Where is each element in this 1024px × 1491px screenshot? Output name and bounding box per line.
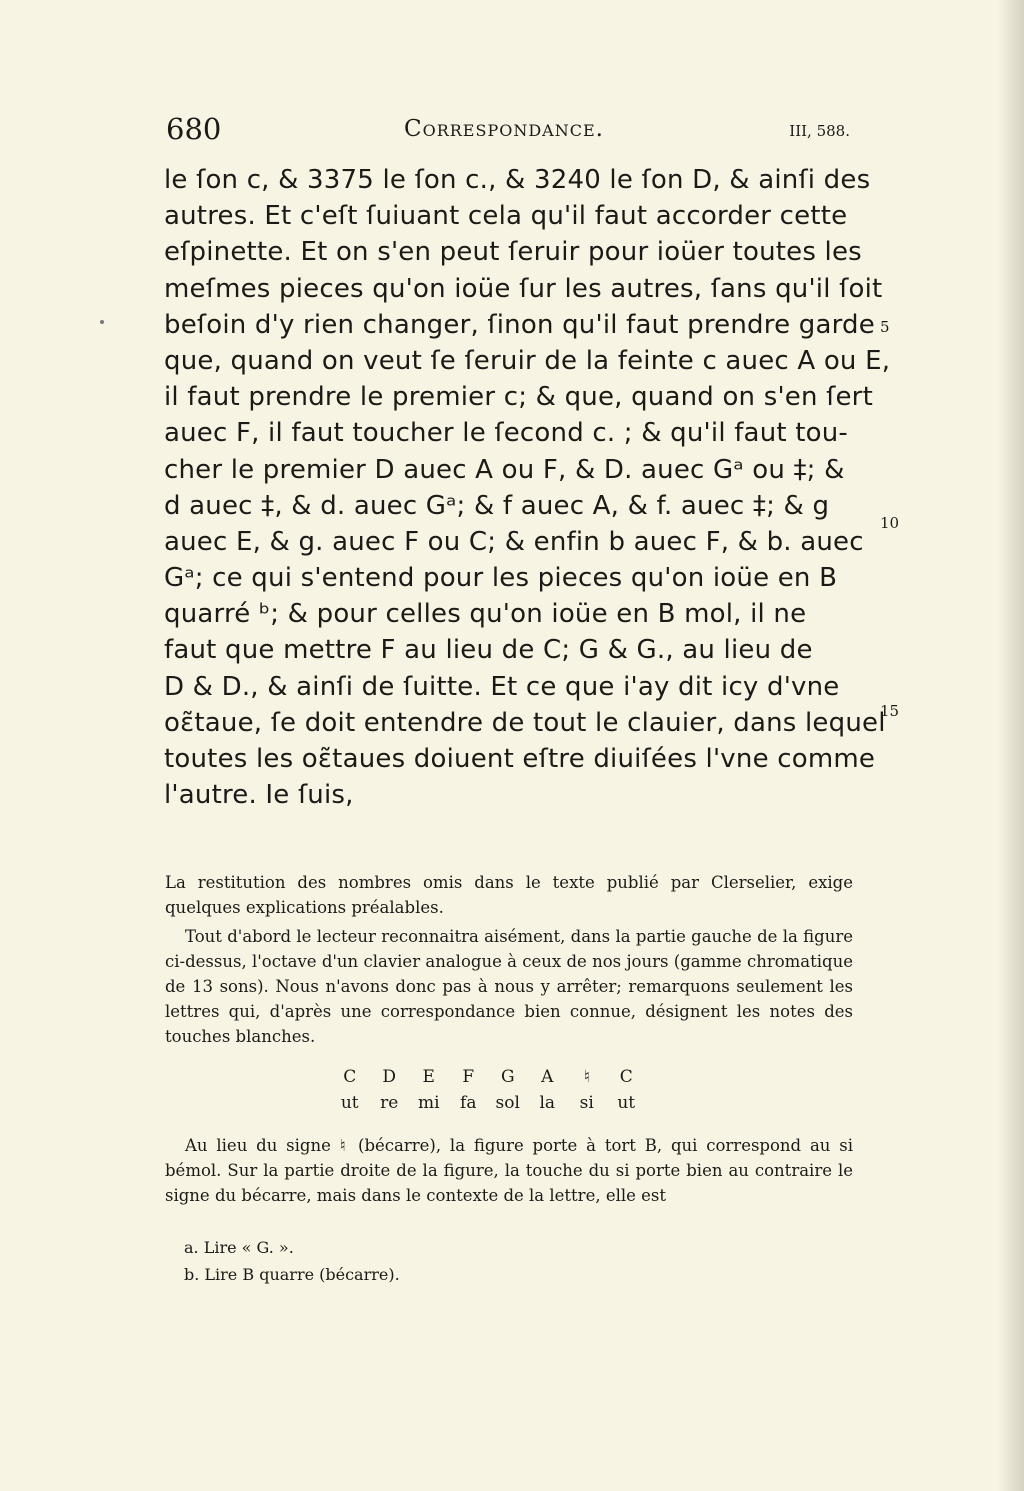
text-line: l'autre. Ie ſuis,	[164, 780, 354, 811]
line-number-15: 15	[880, 702, 900, 720]
scale-name: sol	[495, 1093, 520, 1113]
scale-letters-row	[330, 1064, 680, 1090]
scan-speck	[100, 320, 104, 324]
text-line: cher le premier D auec A ou F, & D. auec Gᵃ ou ‡; &	[164, 454, 845, 485]
scale-name: re	[380, 1093, 399, 1113]
footnotes	[184, 1234, 400, 1288]
text-line: auec E, & g. auec F ou C; & enfin b auec F, & b. auec	[164, 526, 864, 557]
scale-letter: E	[422, 1067, 435, 1087]
page-number: 680	[166, 112, 222, 146]
line-number-5: 5	[880, 318, 890, 336]
running-title: Correspondance.	[404, 116, 604, 142]
text-line: meſmes pieces qu'on ioüe ſur les autres, ſans qu'il ſoit	[164, 273, 883, 304]
note-paragraph: Au lieu du signe ♮ (bécarre), la figure porte à tort B, qui correspond au si bémol. Sur la partie droite de la figure, la touche du si porte bien au contraire le signe du bécarre, mais dans le contexte de la lettre, elle est	[165, 1136, 853, 1205]
text-line: que, quand on veut ſe ſeruir de la feinte c auec A ou E,	[164, 345, 891, 376]
text-line: le ſon c, & 3375 le ſon c., & 3240 le ſon D, & ainſi des	[164, 165, 871, 195]
text-line: auec F, il faut toucher le ſecond c. ; & qu'il faut tou-	[164, 418, 848, 449]
editorial-notes	[165, 870, 853, 1053]
footnote-b: b. Lire B quarre (bécarre).	[184, 1265, 400, 1284]
text-line: quarré ᵇ; & pour celles qu'on ioüe en B mol, il ne	[164, 599, 807, 630]
text-line: toutes les oɛ̃taues doiuent eſtre diuiſées l'vne comme	[164, 744, 876, 774]
text-line: Gᵃ; ce qui s'entend pour les pieces qu'on ioüe en B	[164, 563, 838, 594]
note-paragraph: La restitution des nombres omis dans le texte publié par Clerselier, exige quelques explications préalables.	[165, 873, 853, 917]
text-line: d auec ‡, & d. auec Gᵃ; & f auec A, & f. auec ‡; & g	[164, 490, 830, 521]
text-line: il faut prendre le premier c; & que, quand on s'en ſert	[164, 382, 873, 413]
page-edge-shadow	[998, 0, 1024, 1491]
scale-name: ut	[340, 1093, 359, 1113]
text-line: beſoin d'y rien changer, ſinon qu'il faut prendre garde	[164, 309, 875, 340]
scale-letter: C	[343, 1067, 357, 1087]
scale-names-row	[330, 1090, 680, 1116]
page-header	[166, 112, 856, 152]
scale-letter: D	[382, 1067, 397, 1087]
scale-name: ut	[617, 1093, 636, 1113]
scale-letter: A	[541, 1067, 554, 1087]
footnote-a: a. Lire « G. ».	[184, 1238, 294, 1257]
scale-name: si	[579, 1093, 594, 1113]
note-scale-table	[330, 1064, 680, 1116]
text-line: faut que mettre F au lieu de C; G & G., au lieu de	[164, 635, 813, 666]
scale-letter: G	[500, 1067, 515, 1087]
scale-letter: C	[619, 1067, 633, 1087]
text-line: oɛ̃taue, ſe doit entendre de tout le clauier, dans lequel	[164, 707, 886, 738]
text-line: eſpinette. Et on s'en peut ſeruir pour ioüer toutes les	[164, 237, 862, 268]
line-number-10: 10	[880, 514, 900, 532]
text-line: D & D., & ainſi de ſuitte. Et ce que i'ay dit icy d'vne	[164, 671, 840, 702]
scale-letter: ♮	[583, 1067, 590, 1087]
text-line: autres. Et c'eſt ſuiuant cela qu'il faut accorder cette	[164, 201, 848, 232]
editorial-notes-continued	[165, 1133, 853, 1212]
note-paragraph: Tout d'abord le lecteur reconnaitra aisément, dans la partie gauche de la figure ci-dessus, l'octave d'un clavier analogue à ceux de nos jours (gamme chromatique de 13 sons). Nous n'avons donc pas à nous y arrêter; remarquons seulement les lettres qui, d'après une correspondance bien connue, désignent les notes des touches blanches.	[165, 927, 853, 1046]
page-reference: III, 588.	[789, 122, 850, 140]
scale-name: la	[539, 1093, 556, 1113]
scale-name: fa	[460, 1093, 477, 1113]
scale-name: mi	[417, 1093, 440, 1113]
scale-letter: F	[462, 1067, 475, 1087]
